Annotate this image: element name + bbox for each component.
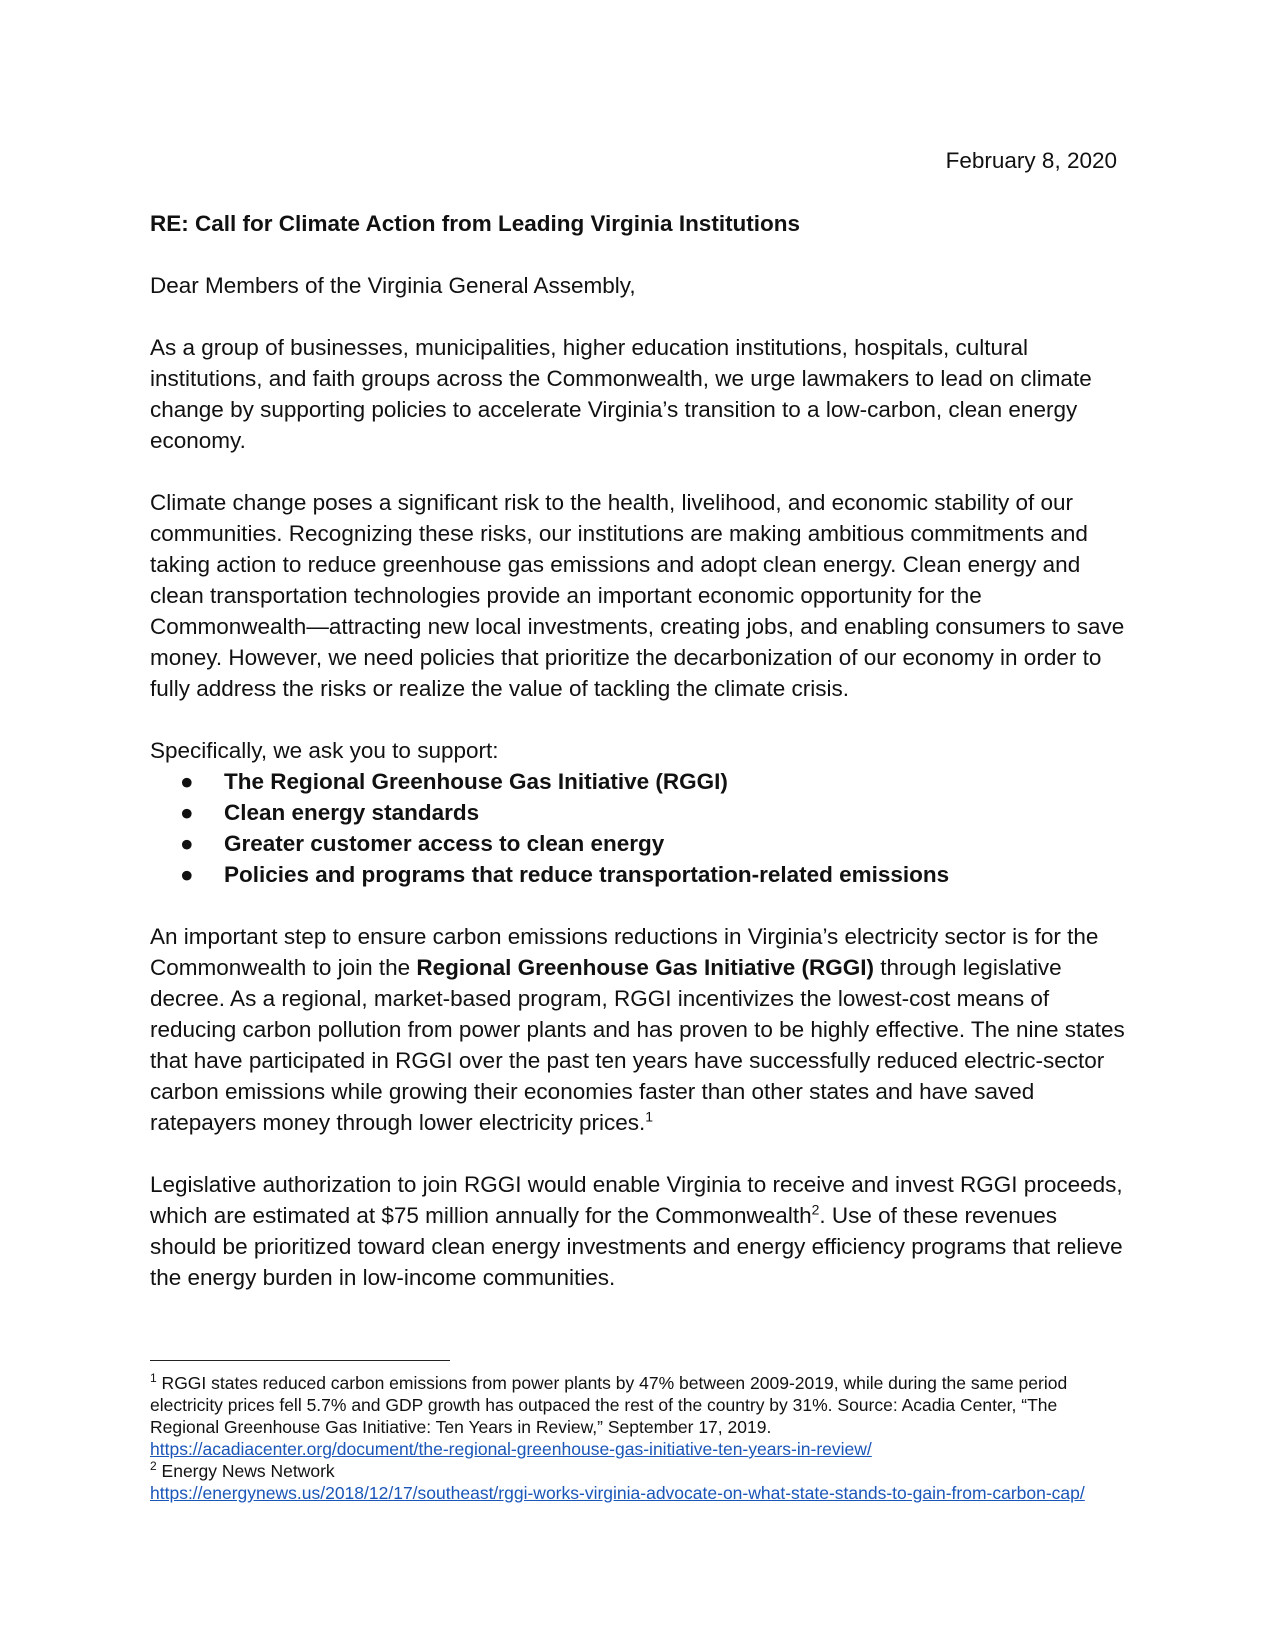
footnote-1-link[interactable]: https://acadiacenter.org/document/the-regional-greenhouse-gas-initiative-ten-years-in-review/ <box>150 1439 872 1459</box>
footnote-2-link[interactable]: https://energynews.us/2018/12/17/southeast/rggi-works-virginia-advocate-on-what-state-stands-to-gain-from-carbon-cap/ <box>150 1483 1085 1503</box>
list-item-rggi: ● The Regional Greenhouse Gas Initiative (RGGI) <box>150 766 1125 797</box>
paragraph-intro: As a group of businesses, municipalities, higher education institutions, hospitals, cultural institutions, and faith groups across the Commonwealth, we urge lawmakers to lead on climate change by supporting policies to accelerate Virginia’s transition to a low-carbon, clean energy economy. <box>150 335 1092 453</box>
letter-body <box>150 208 1125 1324</box>
ask-intro: Specifically, we ask you to support: <box>150 738 499 763</box>
footnote-ref-2[interactable]: 2 <box>811 1201 820 1218</box>
ask-list <box>150 766 1125 890</box>
footnotes <box>150 1372 1125 1504</box>
paragraph-rggi: An important step to ensure carbon emissions reductions in Virginia’s electricity sector is for the Commonwealth to join the Regional Greenhouse Gas Initiative (RGGI) through legislative decree. As a regional, market-based program, RGGI incentivizes the lowest-cost means of reducing carbon pollution from power plants and has proven to be highly effective. The nine states that have participated in RGGI over the past ten years have successfully reduced electric-sector carbon emissions while growing their economies faster than other states and have saved ratepayers money through lower electricity prices.$^1$ <box>150 924 1125 1135</box>
bullet-icon: ● <box>180 800 194 825</box>
footnote-1: $^1$ RGGI states reduced carbon emissions from power plants by 47% between 2009-2019, while during the same period electricity prices fell 5.7% and GDP growth has outpaced the rest of the country by 31%. Source: Acadia Center, “The Regional Greenhouse Gas Initiative: Ten Years in Review,” September 17, 2019. https://acadiacenter.org/document/the-regional-greenhouse-gas-initiative-ten-years-in-review/ <box>150 1371 1068 1459</box>
footnote-2: $^2$ Energy News Network https://energynews.us/2018/12/17/southeast/rggi-works-virginia-advocate-on-what-state-stands-to-gain-from-carbon-cap/ <box>150 1459 1085 1503</box>
paragraph-climate-risk: Climate change poses a significant risk to the health, livelihood, and economic stability of our communities. Recognizing these risks, our institutions are making ambitious commitments and taking action to reduce greenhouse gas emissions and adopt clean energy. Clean energy and clean transportation technologies provide an important economic opportunity for the Commonwealth—attracting new local investments, creating jobs, and enabling consumers to save money. However, we need policies that prioritize the decarbonization of our economy in order to fully address the risks or realize the value of tackling the climate crisis. <box>150 490 1125 701</box>
footnote-divider <box>150 1360 450 1361</box>
list-item-transportation: ● Policies and programs that reduce transportation-related emissions <box>150 859 1125 890</box>
rggi-bold: Regional Greenhouse Gas Initiative (RGGI) <box>416 955 874 980</box>
bullet-icon: ● <box>180 769 194 794</box>
subject-line: RE: Call for Climate Action from Leading Virginia Institutions <box>150 211 801 236</box>
footnote-ref-1[interactable]: 1 <box>645 1108 654 1125</box>
bullet-icon: ● <box>180 862 194 887</box>
bullet-icon: ● <box>180 831 194 856</box>
paragraph-proceeds: Legislative authorization to join RGGI would enable Virginia to receive and invest RGGI proceeds, which are estimated at $75 million annually for the Commonwealth$^2$. Use of these revenues should be prioritized toward clean energy investments and energy efficiency programs that relieve the energy burden in low-income communities. <box>150 1172 1123 1290</box>
salutation: Dear Members of the Virginia General Assembly, <box>150 273 636 298</box>
letter-date: February 8, 2020 <box>945 148 1117 173</box>
list-item-clean-energy-standards: ● Clean energy standards <box>150 797 1125 828</box>
list-item-customer-access: ● Greater customer access to clean energy <box>150 828 1125 859</box>
